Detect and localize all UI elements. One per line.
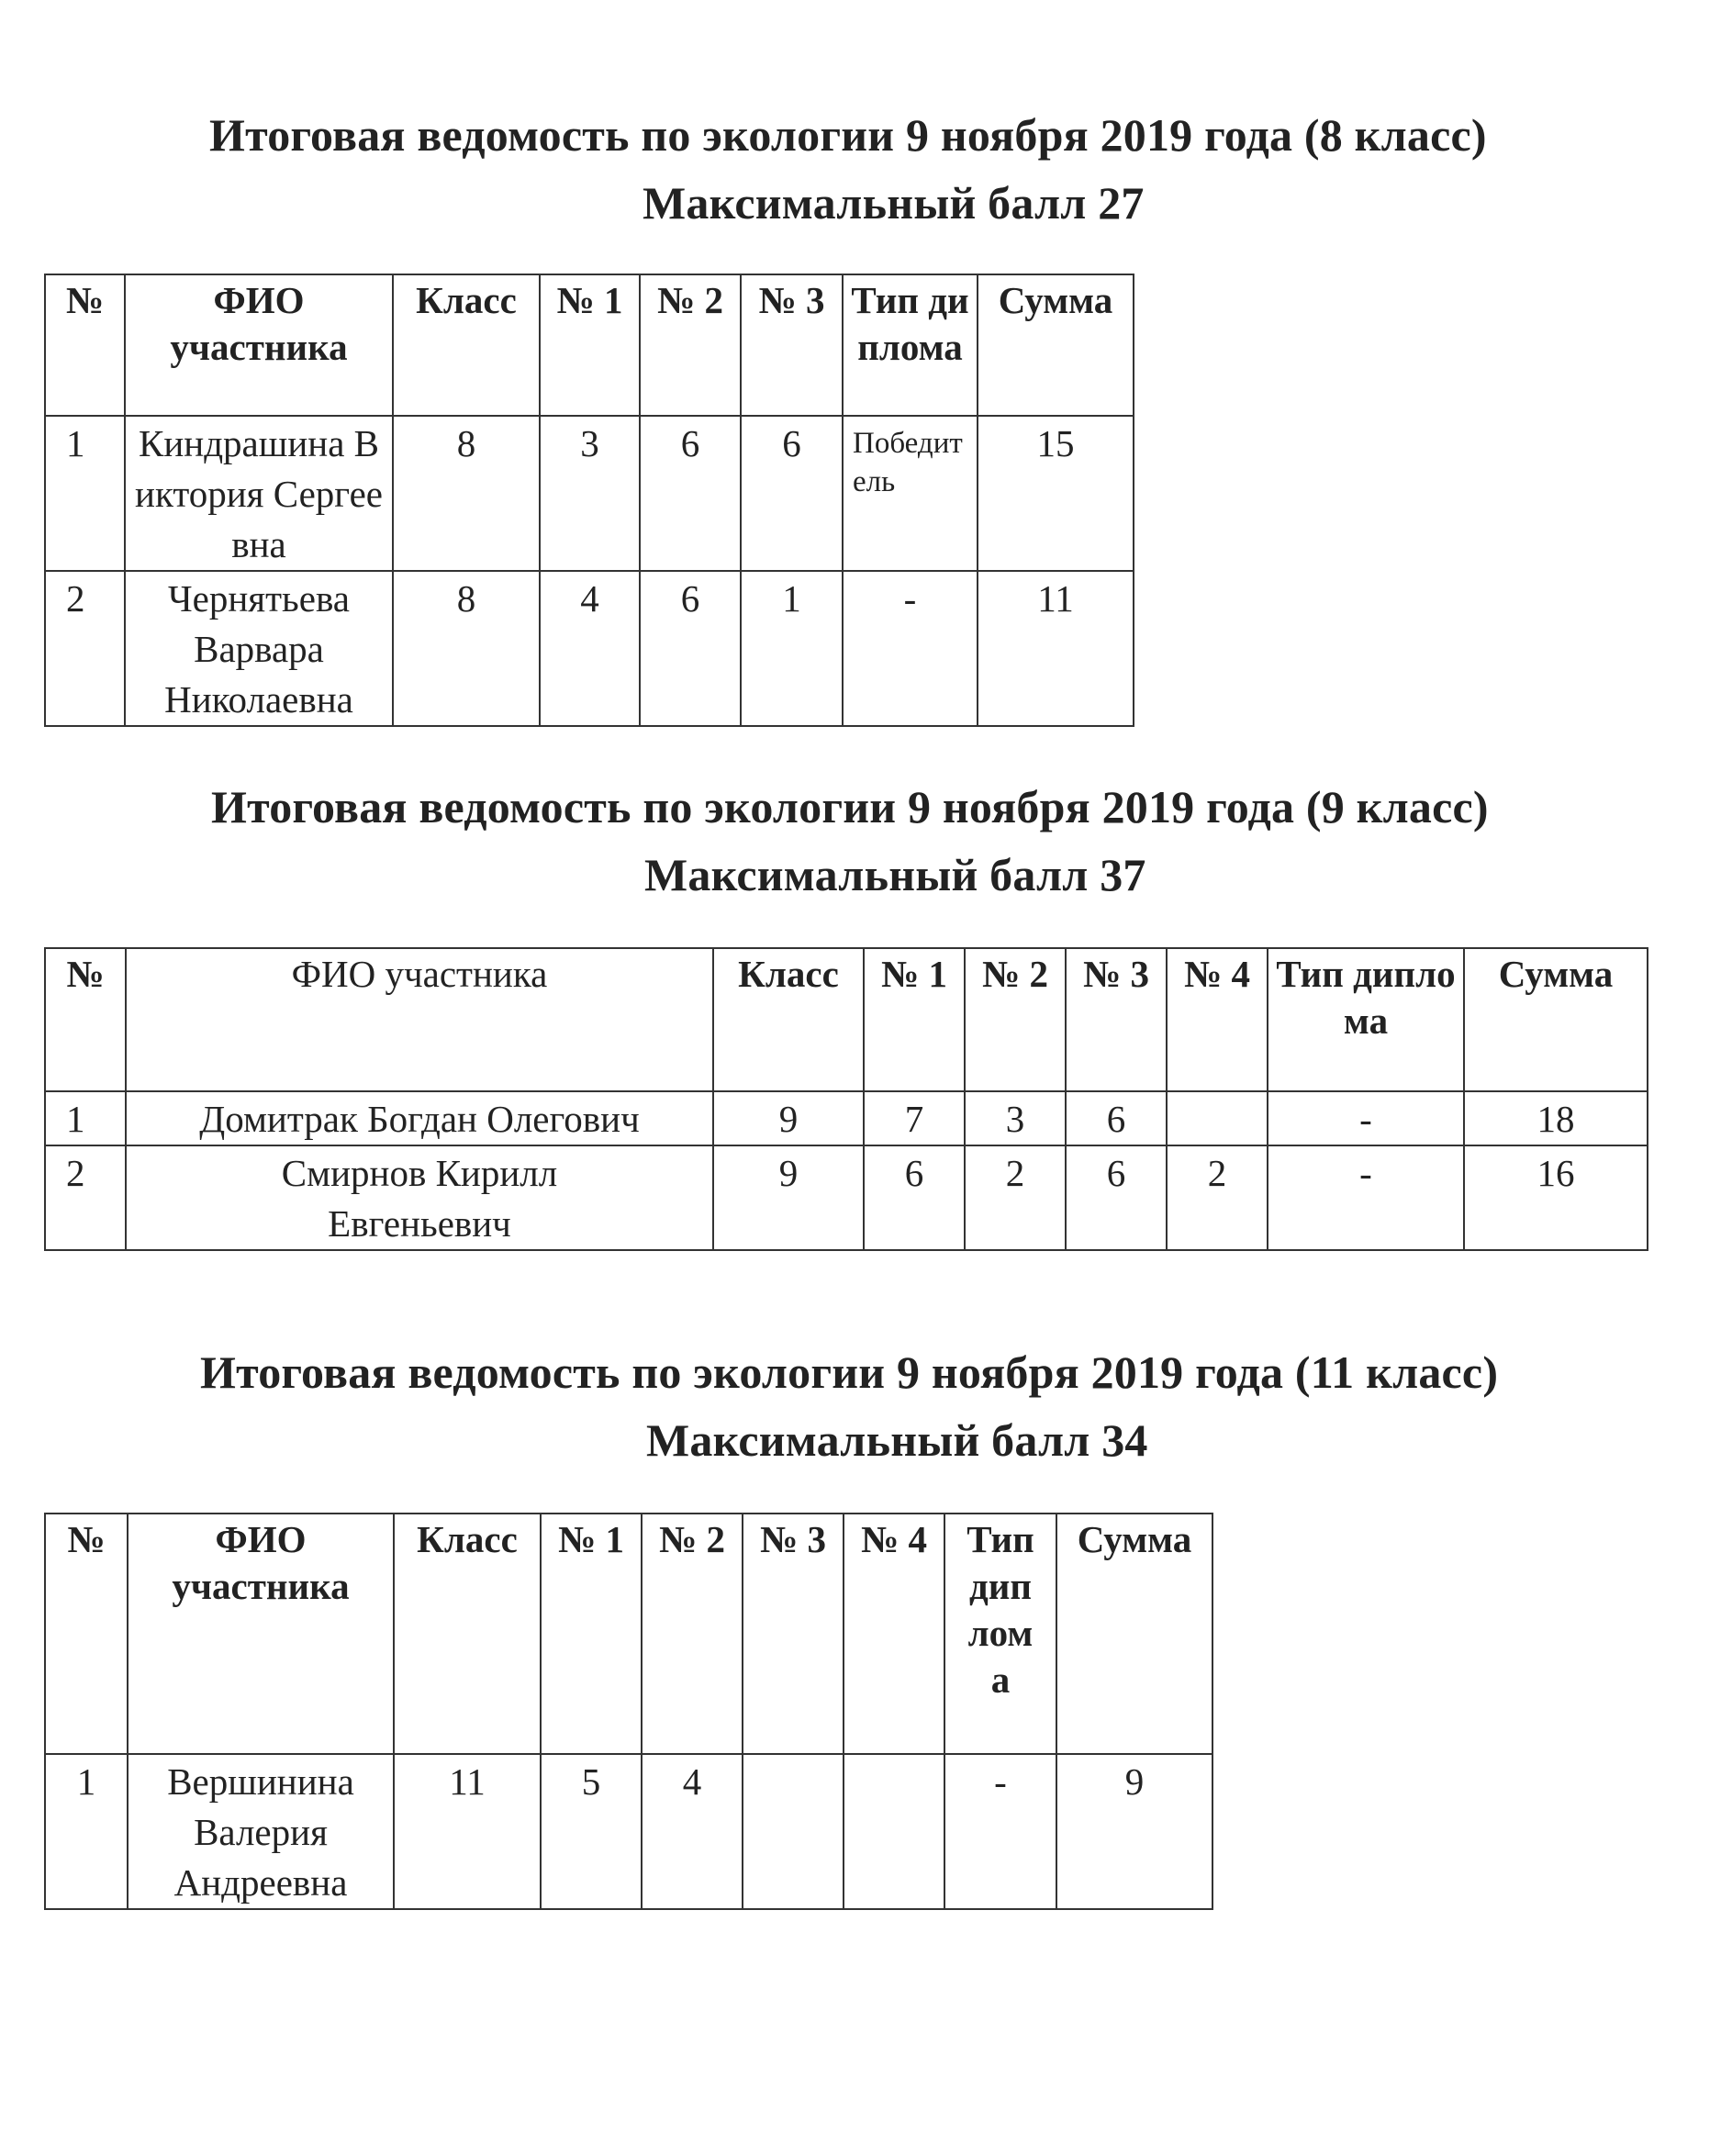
table-row: [45, 571, 1134, 726]
cell-diploma-type: Победитель: [843, 416, 978, 571]
cell-total: 16: [1464, 1145, 1648, 1250]
section-1-heading: [0, 101, 1732, 237]
header-class: Класс: [713, 948, 864, 1091]
cell-number: 1: [45, 416, 125, 571]
header-task-4: № 4: [844, 1514, 944, 1754]
cell-participant-name: Киндрашина Виктория Сергеевна: [125, 416, 393, 571]
cell-class: 9: [713, 1145, 864, 1250]
header-total: Сумма: [1464, 948, 1648, 1091]
cell-task-3: 6: [1066, 1091, 1167, 1145]
table-row: [45, 1754, 1212, 1909]
header-diploma-type: Тип диплома: [1268, 948, 1464, 1091]
cell-task-1: 3: [540, 416, 640, 571]
cell-task-3: 1: [741, 571, 843, 726]
header-task-3: № 3: [743, 1514, 844, 1754]
cell-task-4: [844, 1754, 944, 1909]
cell-number: 1: [45, 1754, 128, 1909]
cell-total: 15: [978, 416, 1134, 571]
cell-diploma-type: -: [944, 1754, 1056, 1909]
cell-class: 8: [393, 416, 540, 571]
cell-total: 9: [1056, 1754, 1212, 1909]
table-row: [45, 1145, 1648, 1250]
table-header-row: [45, 274, 1134, 416]
cell-number: 1: [45, 1091, 126, 1145]
header-task-1: № 1: [864, 948, 965, 1091]
results-table-grade-9: [44, 947, 1648, 1251]
cell-participant-name: Вершинина Валерия Андреевна: [128, 1754, 394, 1909]
header-total: Сумма: [978, 274, 1134, 416]
header-task-1: № 1: [540, 274, 640, 416]
cell-task-4: 2: [1167, 1145, 1268, 1250]
header-task-3: № 3: [741, 274, 843, 416]
cell-task-2: 6: [640, 416, 741, 571]
cell-task-2: 3: [965, 1091, 1066, 1145]
cell-class: 11: [394, 1754, 541, 1909]
section-2-title: Итоговая ведомость по экологии 9 ноября 2019 года (9 класс): [211, 781, 1489, 832]
section-3-title: Итоговая ведомость по экологии 9 ноября 2019 года (11 класс): [200, 1346, 1499, 1398]
header-number: №: [45, 1514, 128, 1754]
cell-task-1: 6: [864, 1145, 965, 1250]
header-total: Сумма: [1056, 1514, 1212, 1754]
cell-participant-name: Смирнов Кирилл Евгеньевич: [126, 1145, 713, 1250]
header-diploma-type: Тип диплома: [944, 1514, 1056, 1754]
cell-diploma-type: -: [1268, 1145, 1464, 1250]
header-task-3: № 3: [1066, 948, 1167, 1091]
section-1-subtitle: Максимальный балл 27: [643, 177, 1145, 229]
header-task-2: № 2: [640, 274, 741, 416]
cell-total: 18: [1464, 1091, 1648, 1145]
cell-task-2: 6: [640, 571, 741, 726]
results-table-grade-11: [44, 1513, 1213, 1910]
cell-task-1: 4: [540, 571, 640, 726]
header-number: №: [45, 274, 125, 416]
header-class: Класс: [394, 1514, 541, 1754]
cell-diploma-type: -: [843, 571, 978, 726]
table-row: [45, 1091, 1648, 1145]
cell-class: 8: [393, 571, 540, 726]
cell-task-1: 5: [541, 1754, 642, 1909]
cell-total: 11: [978, 571, 1134, 726]
header-task-4: № 4: [1167, 948, 1268, 1091]
cell-task-3: [743, 1754, 844, 1909]
table-header-row: [45, 1514, 1212, 1754]
header-participant-name: ФИО участника: [128, 1514, 394, 1754]
section-1-title: Итоговая ведомость по экологии 9 ноября 2019 года (8 класс): [209, 109, 1487, 161]
cell-task-2: 2: [965, 1145, 1066, 1250]
section-3-subtitle: Максимальный балл 34: [646, 1414, 1148, 1466]
section-2-subtitle: Максимальный балл 37: [644, 849, 1146, 900]
cell-number: 2: [45, 571, 125, 726]
header-participant-name: ФИО участника: [125, 274, 393, 416]
cell-task-4: [1167, 1091, 1268, 1145]
cell-number: 2: [45, 1145, 126, 1250]
cell-task-1: 7: [864, 1091, 965, 1145]
results-table-grade-8: [44, 274, 1134, 727]
table-header-row: [45, 948, 1648, 1091]
section-3-heading: [0, 1338, 1732, 1474]
cell-participant-name: Чернятьева Варвара Николаевна: [125, 571, 393, 726]
table-row: [45, 416, 1134, 571]
header-task-1: № 1: [541, 1514, 642, 1754]
header-class: Класс: [393, 274, 540, 416]
cell-task-3: 6: [1066, 1145, 1167, 1250]
cell-participant-name: Домитрак Богдан Олегович: [126, 1091, 713, 1145]
header-diploma-type: Тип диплома: [843, 274, 978, 416]
header-task-2: № 2: [642, 1514, 743, 1754]
cell-task-2: 4: [642, 1754, 743, 1909]
header-task-2: № 2: [965, 948, 1066, 1091]
header-number: №: [45, 948, 126, 1091]
header-participant-name: ФИО участника: [126, 948, 713, 1091]
section-2-heading: [0, 773, 1732, 909]
cell-diploma-type: -: [1268, 1091, 1464, 1145]
cell-class: 9: [713, 1091, 864, 1145]
cell-task-3: 6: [741, 416, 843, 571]
